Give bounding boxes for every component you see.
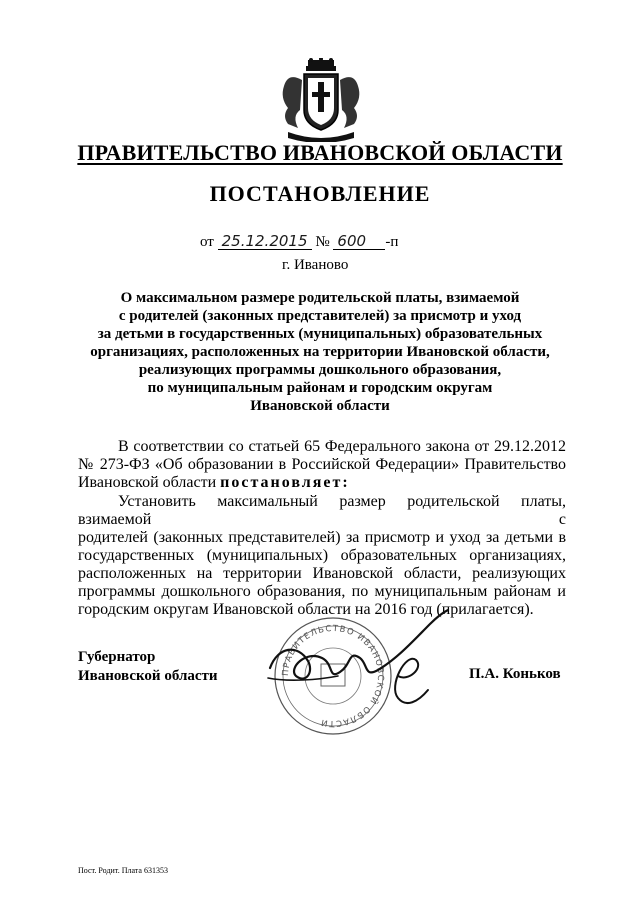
title-line: с родителей (законных представителей) за присмотр и уход [118, 308, 522, 324]
resolution-paragraph [78, 493, 566, 619]
title-line: Ивановской области [250, 398, 390, 414]
body-line: В соответствии со статьей 65 Федерального закона от 29.12.2012 [118, 438, 566, 455]
footer-note: Пост. Родит. Плата 631353 [78, 866, 168, 875]
city-line: г. Иваново [282, 257, 349, 273]
signatory-name: П.А. Коньков [469, 666, 561, 682]
handwritten-date: 25.12.2015 [218, 233, 312, 250]
decree-word: постановляет: [220, 474, 350, 491]
body-line: государственных (муниципальных) образовательных организациях, [78, 547, 566, 564]
number-prefix: № [315, 234, 330, 250]
body-line: Ивановской области постановляет: [78, 474, 350, 491]
title-line: за детьми в государственных (муниципальных) образовательных [97, 326, 543, 342]
date-number-line [200, 233, 398, 251]
document-title [0, 289, 640, 415]
issuing-authority: ПРАВИТЕЛЬСТВО ИВАНОВСКОЙ ОБЛАСТИ [77, 140, 563, 165]
body-line: № 273-ФЗ «Об образовании в Российской Федерации» Правительство [78, 456, 566, 473]
body-line: родителей (законных представителей) за присмотр и уход за детьми в [78, 529, 566, 546]
signatory-position: Губернатор Ивановской области [78, 649, 218, 684]
stamp-ring-text: ПРАВИТЕЛЬСТВО ИВАНОВСКОЙ ОБЛАСТИ [280, 623, 386, 729]
title-line: реализующих программы дошкольного образования, [138, 362, 502, 378]
document-type-heading: ПОСТАНОВЛЕНИЕ [209, 181, 431, 206]
title-line: организациях, расположенных на территории Ивановской области, [90, 344, 550, 360]
date-prefix: от [200, 234, 214, 250]
official-stamp-and-signature [248, 606, 458, 746]
preamble-paragraph [78, 438, 566, 492]
number-suffix: -п [385, 234, 399, 250]
coat-of-arms-emblem [278, 58, 364, 142]
body-line: Установить максимальный размер родительской платы, взимаемой с [78, 493, 566, 528]
handwritten-number: 600 [333, 233, 385, 250]
body-line: городским округам Ивановской области на 2016 год (прилагается). [78, 601, 534, 618]
title-line: О максимальном размере родительской платы, взимаемой [120, 290, 520, 306]
body-line: программы дошкольного образования, по муниципальным районам и [78, 583, 566, 600]
title-line: по муниципальным районам и городским округам [147, 380, 493, 396]
body-line: расположенных на территории Ивановской области, реализующих [78, 565, 566, 582]
